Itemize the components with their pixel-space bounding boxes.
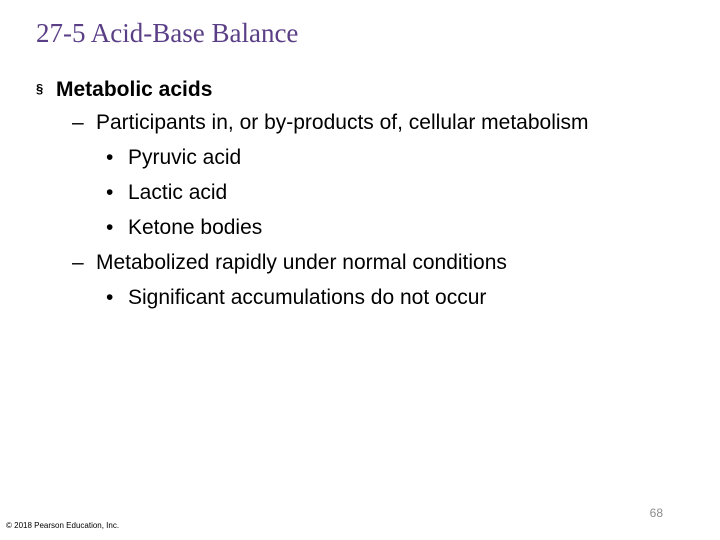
bullet-text: Ketone bodies xyxy=(128,216,263,239)
dot-bullet-icon: • xyxy=(106,216,114,239)
bullet-item-pyruvic-acid xyxy=(106,143,241,173)
bullet-item-participants xyxy=(72,108,589,138)
dot-bullet-icon: • xyxy=(106,181,114,204)
dash-bullet-icon: – xyxy=(72,111,84,134)
dot-bullet-icon: • xyxy=(106,286,114,309)
bullet-text: Participants in, or by-products of, cellular metabolism xyxy=(96,111,589,134)
copyright-notice: © 2018 Pearson Education, Inc. xyxy=(6,521,120,530)
bullet-text: Pyruvic acid xyxy=(128,146,242,169)
bullet-item-ketone-bodies xyxy=(106,213,262,243)
bullet-text: Metabolized rapidly under normal conditions xyxy=(96,251,507,274)
square-bullet-icon: § xyxy=(36,81,44,96)
bullet-item-metabolized-rapidly xyxy=(72,248,507,278)
bullet-text: Metabolic acids xyxy=(56,78,213,101)
dash-bullet-icon: – xyxy=(72,251,84,274)
dot-bullet-icon: • xyxy=(106,146,114,169)
page-number: 68 xyxy=(649,506,663,520)
bullet-item-lactic-acid xyxy=(106,178,227,208)
bullet-text: Significant accumulations do not occur xyxy=(128,286,487,309)
bullet-text: Lactic acid xyxy=(128,181,228,204)
slide-title: 27-5 Acid-Base Balance xyxy=(36,18,299,48)
bullet-item-significant-accumulations xyxy=(106,283,486,313)
bullet-item-metabolic-acids xyxy=(36,74,212,104)
